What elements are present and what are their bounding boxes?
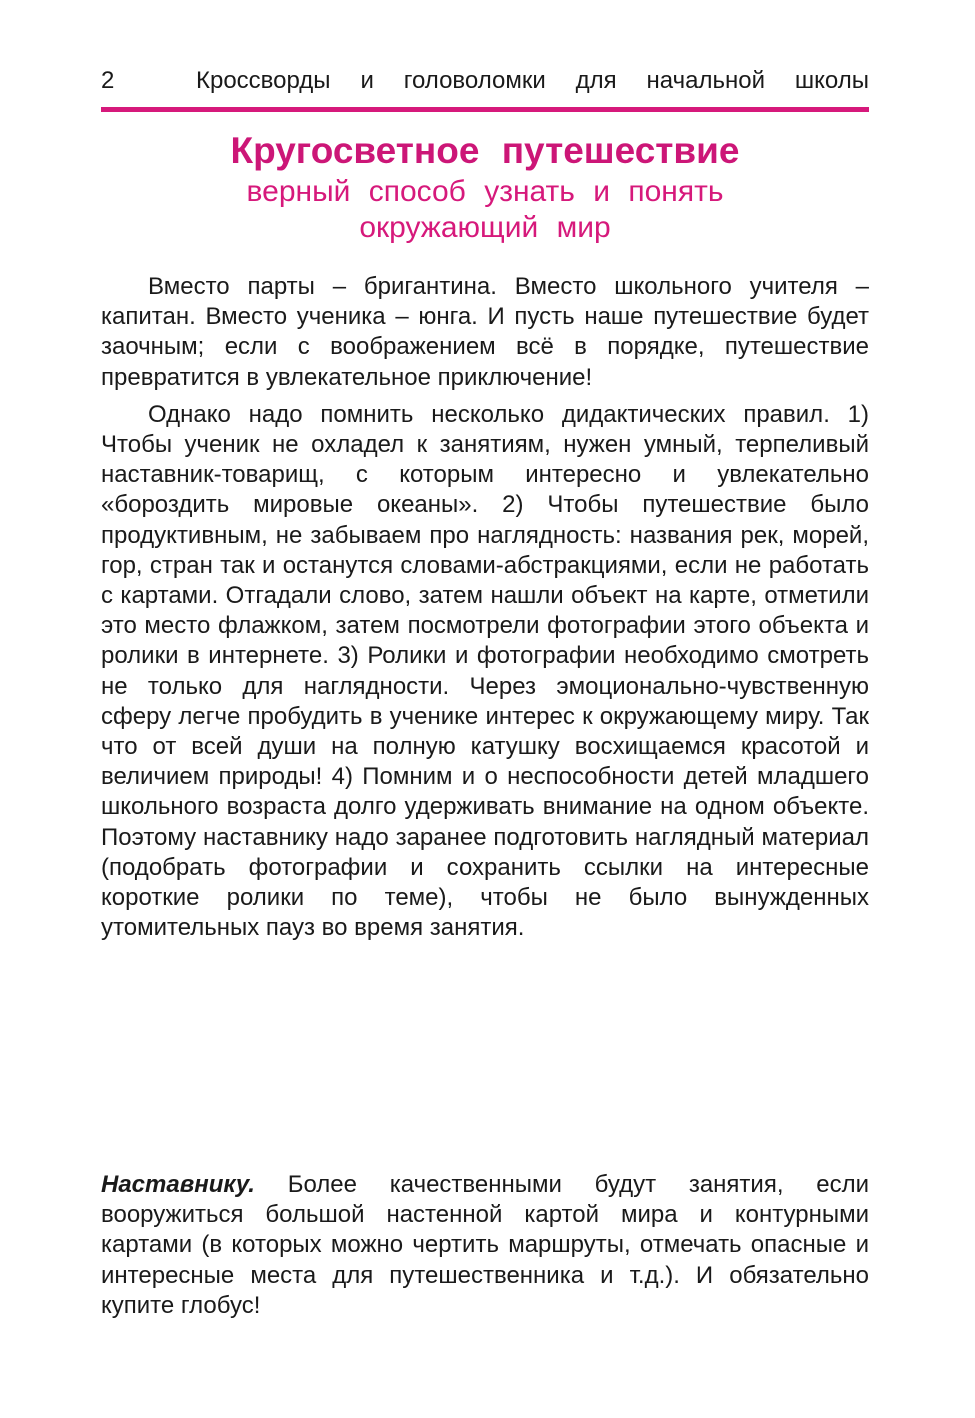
header-rule xyxy=(101,107,869,112)
paragraph-rules: Однако надо помнить несколько дидактических правил. 1) Чтобы ученик не охладел к занятиям, нужен умный, терпеливый наставник-товарищ, с которым интересно и увлекательно «бороздить мировые океаны». 2) Чтобы путешествие было продуктивным, не забываем про наглядность: названия рек, морей, гор, стран так и останутся словами-абстракциями, если не работать с картами. Отгадали слово, затем нашли объект на карте, отметили это место флажком, затем посмотрели фотографии этого объекта и ролики в интернете. 3) Ролики и фотографии необходимо смотреть не только для наглядности. Через эмоционально-чувственную сферу легче пробудить в ученике интерес к окружающему миру. Так что от всей души на полную катушку восхищаемся красотой и величием природы! 4) Помним и о неспособности детей младшего школьного возраста долго удерживать внимание на одном объекте. Поэтому наставнику надо заранее подготовить наглядный материал (подобрать фотографии и сохранить ссылки на интересные короткие ролики по теме), чтобы не было вынужденных утомительных пауз во время занятия. xyxy=(101,400,869,942)
article-subtitle xyxy=(101,174,869,246)
running-title: Кроссворды и головоломки для начальной школы xyxy=(196,67,869,94)
page-number: 2 xyxy=(101,67,115,94)
mentor-note-label: Наставнику. xyxy=(101,1171,255,1198)
subtitle-line-1: верный способ узнать и понять xyxy=(246,175,724,208)
article-title: Кругосветное путешествие xyxy=(230,130,740,171)
mentor-note-text: Более качественными будут занятия, если вооружиться большой настенной картой мира и контурными картами (в которых можно чертить маршруты, отмечать опасные и интересные места для путешественника и т.д.). И обязательно купите глобус! xyxy=(101,1171,870,1319)
article-body xyxy=(101,272,869,943)
book-page xyxy=(101,0,869,1418)
subtitle-line-2: окружающий мир xyxy=(359,211,611,244)
running-header xyxy=(101,64,869,98)
mentor-note xyxy=(101,1170,869,1321)
paragraph-intro: Вместо парты – бригантина. Вместо школьного учителя – капитан. Вместо ученика – юнга. И пусть наше путешествие будет заочным; если с воображением всё в порядке, путешествие превратится в увлекательное приключение! xyxy=(101,273,869,391)
